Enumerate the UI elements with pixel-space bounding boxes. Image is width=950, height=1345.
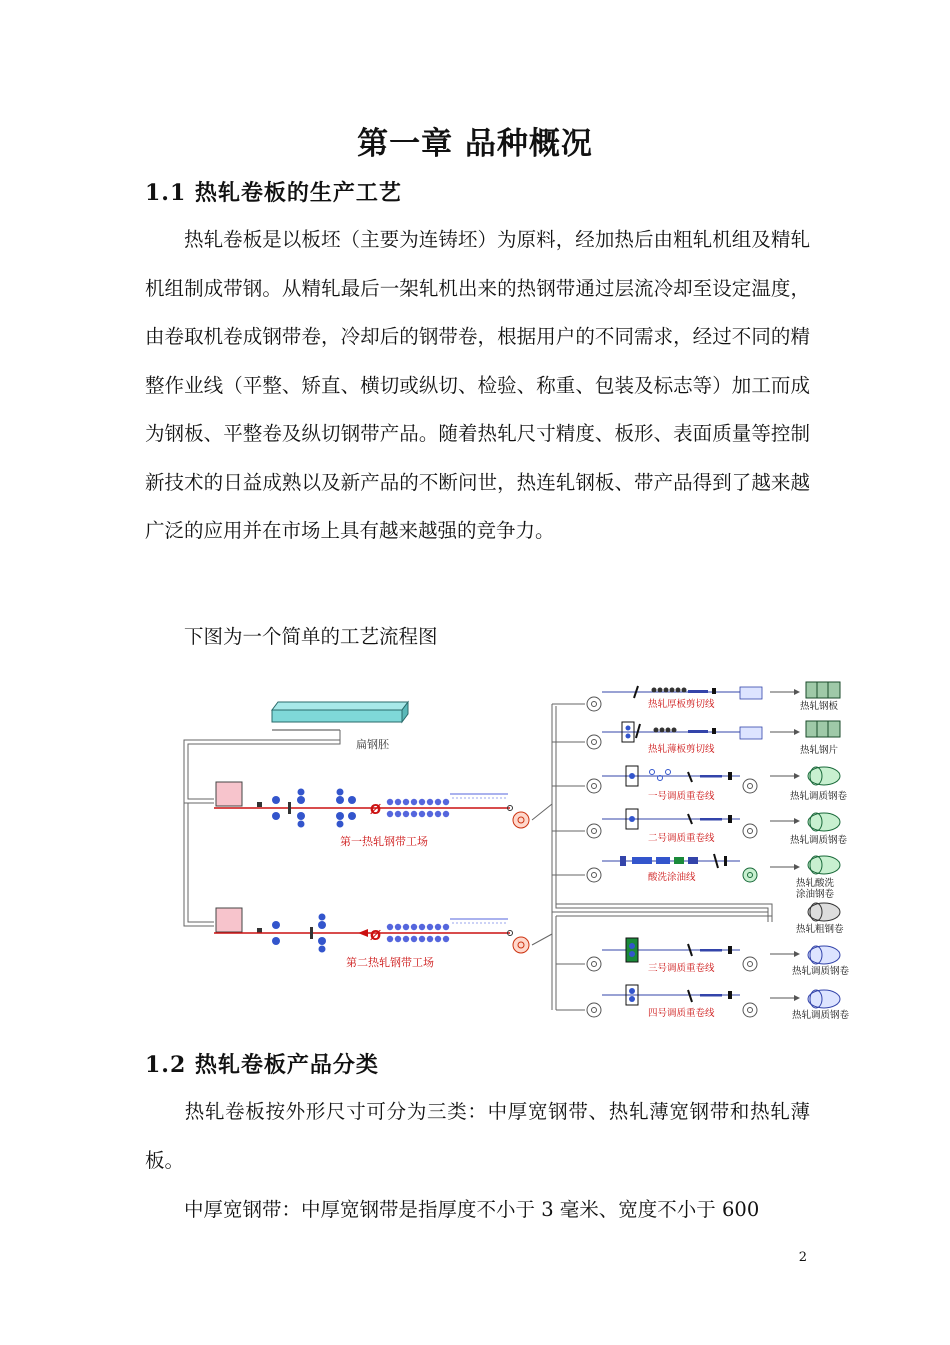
svg-text:热轧薄板剪切线: 热轧薄板剪切线 (648, 744, 715, 755)
svg-text:Ø: Ø (370, 803, 382, 818)
finishing-line-2 (587, 721, 840, 756)
finishing-line-1 (587, 682, 840, 712)
process-flow-diagram (180, 672, 880, 1024)
svg-text:四号调质重卷线: 四号调质重卷线 (648, 1008, 715, 1019)
svg-text:热轧粗钢卷: 热轧粗钢卷 (796, 924, 844, 935)
slab-label: 扁钢胚 (356, 738, 389, 751)
svg-text:热轧调质钢卷: 热轧调质钢卷 (790, 835, 848, 846)
finishing-line-3 (587, 766, 848, 802)
svg-text:一号调质重卷线: 一号调质重卷线 (648, 791, 715, 802)
svg-text:三号调质重卷线: 三号调质重卷线 (648, 963, 715, 974)
svg-text:热轧调质钢卷: 热轧调质钢卷 (792, 966, 850, 977)
svg-text:热轧调质钢卷: 热轧调质钢卷 (790, 791, 848, 802)
svg-text:热轧调质钢卷: 热轧调质钢卷 (792, 1010, 850, 1021)
svg-text:热轧厚板剪切线: 热轧厚板剪切线 (648, 699, 715, 710)
chapter-title: 第一章 品种概况 (357, 126, 593, 162)
section-heading-1-2: 1.2 热轧卷板产品分类 (145, 1052, 379, 1078)
finishing-line-7 (587, 985, 850, 1021)
process-paragraph: 热轧卷板是以板坯（主要为连铸坯）为原料，经加热后由粗轧机组及精轧机组制成带钢。从精轧最后一架轧机出来的热钢带通过层流冷却至设定温度，由卷取机卷成钢带卷，冷却后的钢带卷，根据用户的不同需求，经过不同的精整作业线（平整、矫直、横切或纵切、检验、称重、包装及标志等）加工而成为钢板、平整卷及纵切钢带产品。随着热轧尺寸精度、板形、表面质量等控制新技术的日益成熟以及新产品的不断问世，热连轧钢板、带产品得到了越来越广泛的应用并在市场上具有越来越强的竞争力。 (145, 228, 810, 542)
hot-strip-mill-2 (214, 908, 529, 953)
finishing-line-5 (587, 854, 840, 900)
page-number: 2 (798, 1250, 807, 1265)
svg-text:热轧酸洗: 热轧酸洗 (796, 878, 835, 889)
hot-strip-mill-1 (214, 782, 529, 828)
svg-text:热轧钢板: 热轧钢板 (800, 701, 839, 712)
finishing-line-4 (587, 809, 848, 846)
slab-icon (272, 702, 408, 722)
svg-text:涂油钢卷: 涂油钢卷 (796, 889, 835, 900)
mill-1-label: 第一热轧钢带工场 (340, 835, 428, 848)
mill-2-label: 第二热轧钢带工场 (346, 956, 434, 969)
medium-thick-strip-paragraph: 中厚宽钢带：中厚宽钢带是指厚度不小于 3 毫米、宽度不小于 600 (184, 1198, 760, 1221)
svg-text:二号调质重卷线: 二号调质重卷线 (648, 833, 715, 844)
section-heading-1-1: 1.1 热轧卷板的生产工艺 (145, 180, 402, 206)
svg-text:Ø: Ø (370, 929, 382, 944)
svg-text:酸洗涂油线: 酸洗涂油线 (648, 872, 696, 883)
diagram-intro-paragraph: 下图为一个简单的工艺流程图 (184, 625, 438, 648)
svg-text:热轧钢片: 热轧钢片 (800, 745, 839, 756)
classification-paragraph: 热轧卷板按外形尺寸可分为三类：中厚宽钢带、热轧薄宽钢带和热轧薄板。 (145, 1100, 810, 1172)
finishing-line-6 (587, 938, 850, 977)
coarse-coil-output (796, 903, 844, 935)
